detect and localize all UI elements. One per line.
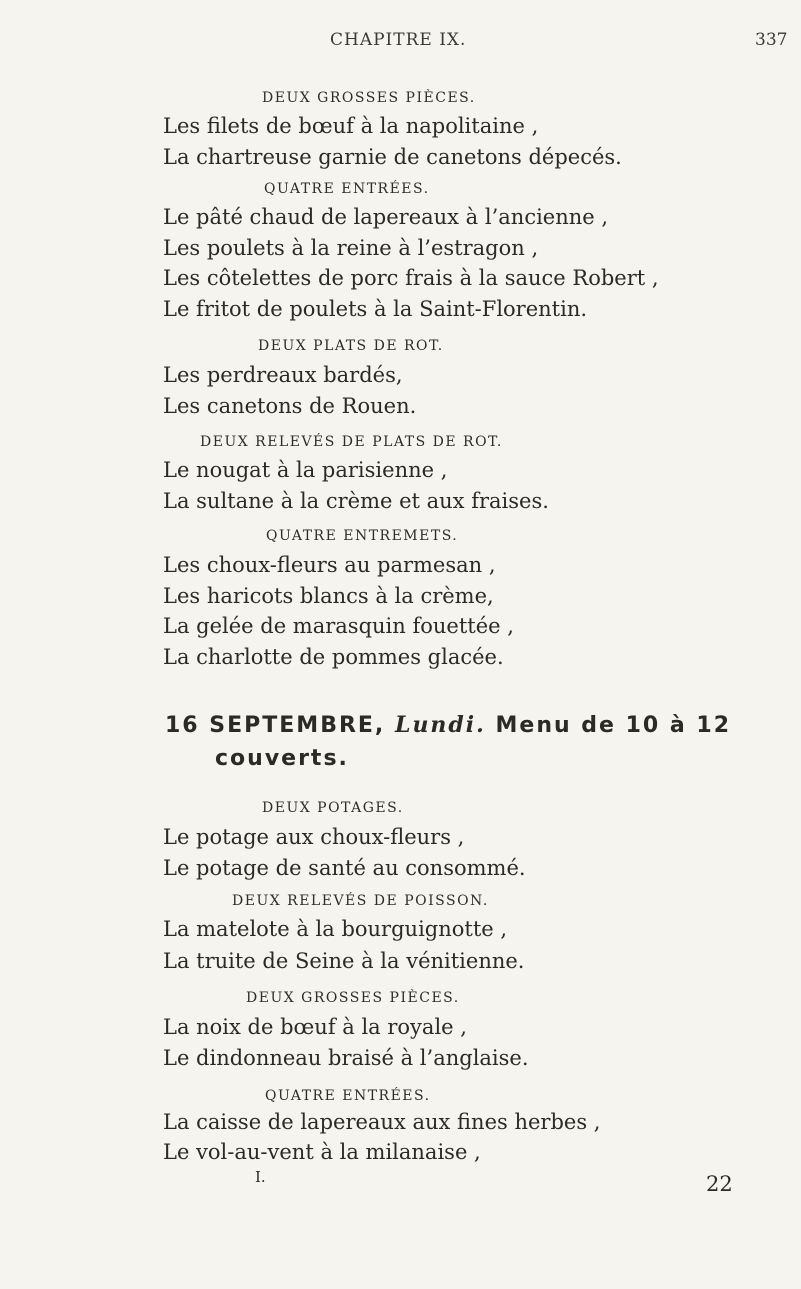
section-heading: DEUX GROSSES PIÈCES.	[262, 90, 476, 106]
menu-line: Le fritot de poulets à la Saint-Florentin.	[163, 297, 588, 321]
menu-title	[165, 712, 731, 738]
section-heading: DEUX POTAGES.	[262, 800, 404, 816]
menu-line: Le vol-au-vent à la milanaise ,	[163, 1140, 481, 1164]
menu-line: Les perdreaux bardés,	[163, 363, 403, 387]
section-heading: QUATRE ENTRÉES.	[264, 181, 430, 197]
menu-line: La noix de bœuf à la royale ,	[163, 1015, 467, 1039]
section-heading: DEUX RELEVÉS DE POISSON.	[232, 893, 489, 909]
menu-line: Le nougat à la parisienne ,	[163, 458, 448, 482]
menu-line: Le pâté chaud de lapereaux à l’ancienne ,	[163, 205, 609, 229]
menu-title-continuation: couverts.	[215, 746, 349, 771]
menu-date: 16 SEPTEMBRE,	[165, 713, 386, 738]
menu-line: La gelée de marasquin fouettée ,	[163, 614, 514, 638]
menu-line: Le dindonneau braisé à l’anglaise.	[163, 1046, 529, 1070]
menu-weekday: Lundi.	[394, 712, 486, 738]
menu-line: Les poulets à la reine à l’estragon ,	[163, 236, 539, 260]
menu-line: La charlotte de pommes glacée.	[163, 645, 504, 669]
menu-line: Les haricots blancs à la crème,	[163, 584, 494, 608]
sheet-number: 22	[706, 1172, 733, 1196]
menu-line: Les filets de bœuf à la napolitaine ,	[163, 114, 539, 138]
menu-line: Les choux-fleurs au parmesan ,	[163, 553, 496, 577]
menu-line: Le potage de santé au consommé.	[163, 856, 526, 880]
menu-line: La caisse de lapereaux aux fines herbes ,	[163, 1110, 601, 1134]
section-heading: QUATRE ENTRÉES.	[265, 1088, 431, 1104]
section-heading: DEUX RELEVÉS DE PLATS DE ROT.	[200, 434, 503, 450]
menu-line: La chartreuse garnie de canetons dépecés.	[163, 145, 622, 169]
menu-line: Les côtelettes de porc frais à la sauce Robert ,	[163, 266, 659, 290]
menu-line: Le potage aux choux-fleurs ,	[163, 825, 465, 849]
section-heading: DEUX GROSSES PIÈCES.	[246, 990, 460, 1006]
signature-mark: I.	[255, 1168, 266, 1186]
menu-line: La matelote à la bourguignotte ,	[163, 917, 508, 941]
running-head: CHAPITRE IX.	[330, 30, 467, 50]
menu-line: La sultane à la crème et aux fraises.	[163, 489, 549, 513]
section-heading: QUATRE ENTREMETS.	[266, 528, 459, 544]
menu-line: La truite de Seine à la vénitienne.	[163, 949, 525, 973]
page-number: 337	[755, 30, 788, 50]
section-heading: DEUX PLATS DE ROT.	[258, 338, 444, 354]
menu-line: Les canetons de Rouen.	[163, 394, 417, 418]
menu-covers: Menu de 10 à 12	[495, 713, 732, 738]
